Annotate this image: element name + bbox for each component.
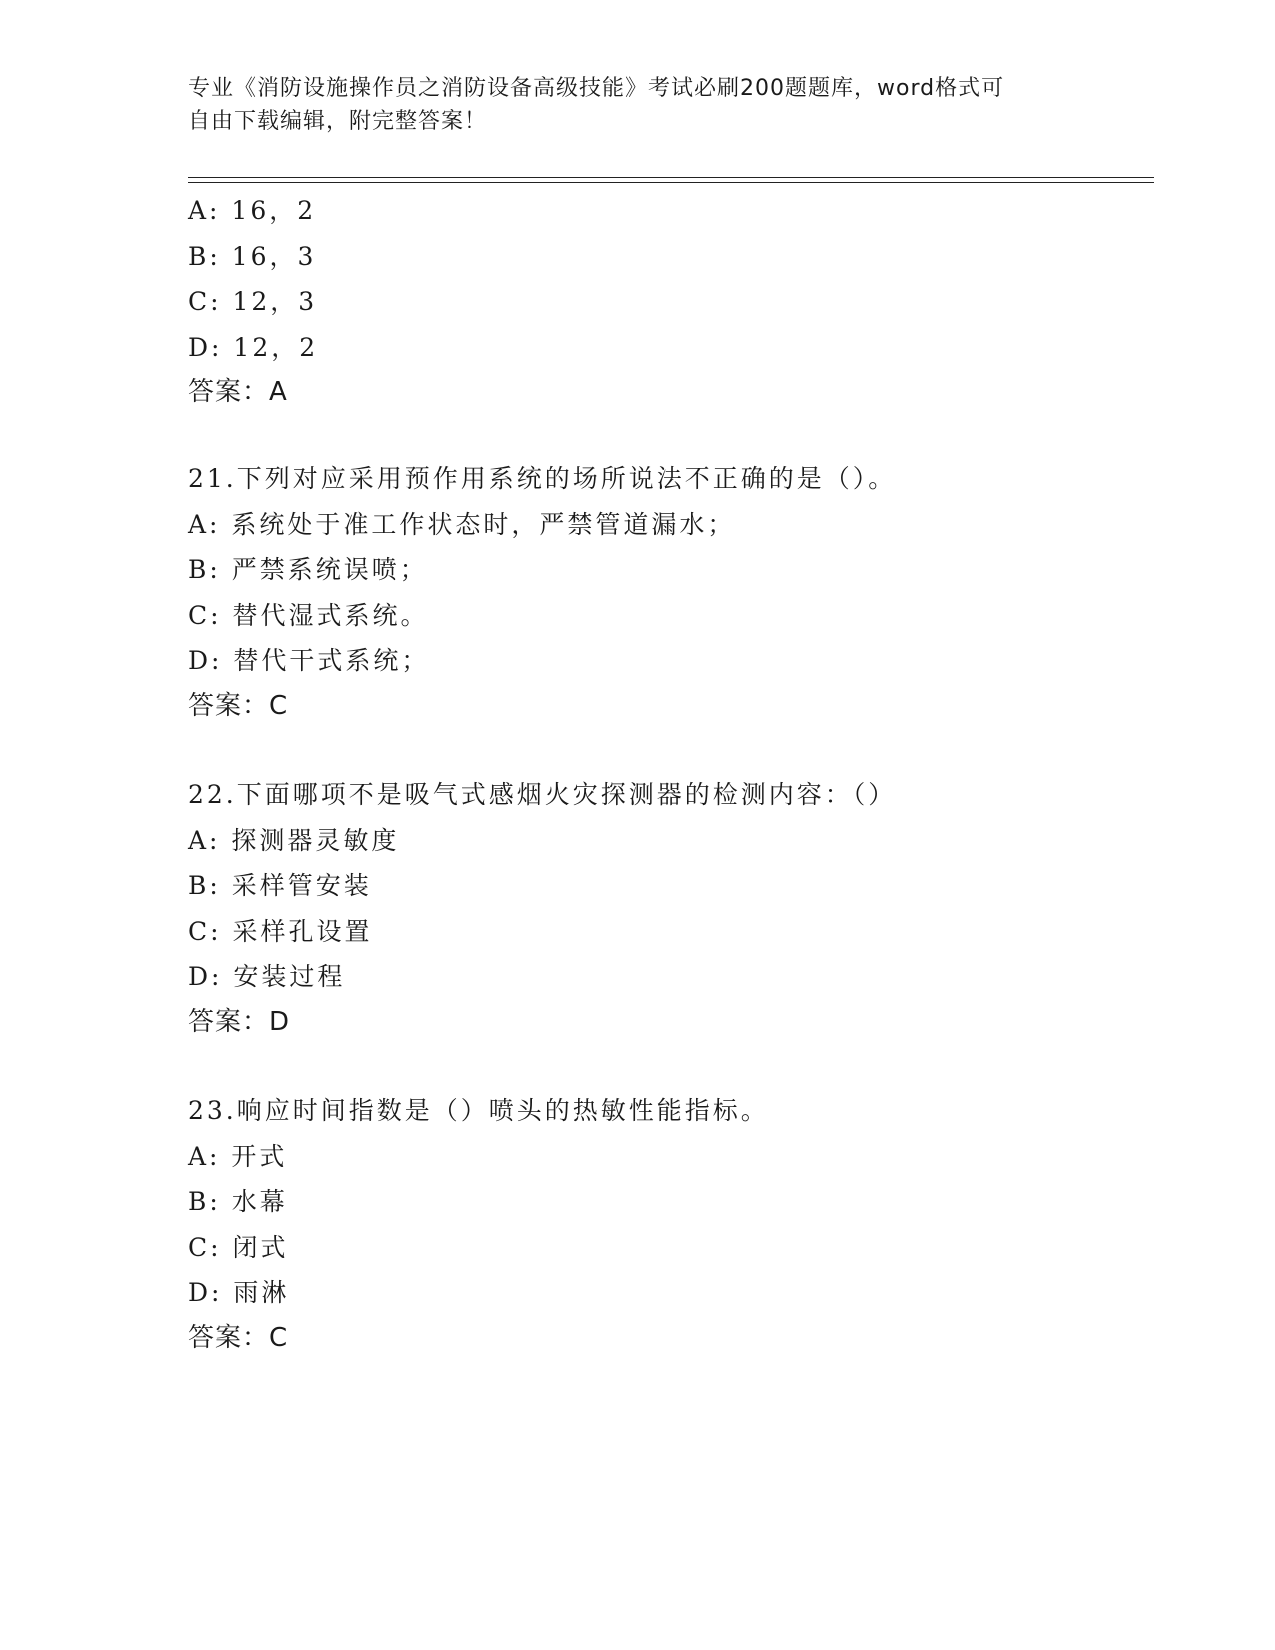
option-a: A: 16，2 xyxy=(188,196,317,225)
option-d: D: 12，2 xyxy=(188,332,319,362)
option-b: B: 采样管安装 xyxy=(188,871,372,900)
option-d: D: 替代干式系统； xyxy=(188,646,430,675)
header-divider-top xyxy=(188,177,1154,178)
option-c: C: 采样孔设置 xyxy=(188,916,373,946)
answer: 答案：D xyxy=(188,1006,291,1037)
header-divider-bottom xyxy=(188,182,1154,183)
option-c: C: 12，3 xyxy=(188,287,318,316)
option-a: A: 探测器灵敏度 xyxy=(188,825,400,855)
answer: 答案：C xyxy=(188,690,289,721)
option-a: A: 开式 xyxy=(188,1141,288,1171)
option-d: D: 安装过程 xyxy=(188,962,346,991)
question-stem: 21.下列对应采用预作用系统的场所说法不正确的是（）。 xyxy=(188,464,897,493)
option-b: B: 严禁系统误喷； xyxy=(188,555,428,584)
option-c: C: 闭式 xyxy=(188,1232,289,1262)
answer: 答案：A xyxy=(188,377,288,407)
option-a: A: 系统处于准工作状态时，严禁管道漏水； xyxy=(188,509,736,539)
document-header xyxy=(188,72,1068,138)
question-22 xyxy=(188,772,1154,1045)
option-c: C: 替代湿式系统。 xyxy=(188,600,429,630)
question-23 xyxy=(188,1088,1154,1361)
option-b: B: 16，3 xyxy=(188,241,317,271)
option-d: D: 雨淋 xyxy=(188,1278,290,1307)
header-line-1: 专业《消防设施操作员之消防设备高级技能》考试必刷200题题库，word格式可 xyxy=(188,76,1005,101)
answer: 答案：C xyxy=(188,1322,289,1353)
question-21 xyxy=(188,456,1154,729)
question-20 xyxy=(188,188,1154,416)
question-stem: 23.响应时间指数是（）喷头的热敏性能指标。 xyxy=(188,1096,769,1125)
option-b: B: 水幕 xyxy=(188,1187,288,1216)
header-line-2: 自由下载编辑，附完整答案！ xyxy=(188,109,488,134)
question-stem: 22.下面哪项不是吸气式感烟火灾探测器的检测内容：（） xyxy=(188,780,897,809)
